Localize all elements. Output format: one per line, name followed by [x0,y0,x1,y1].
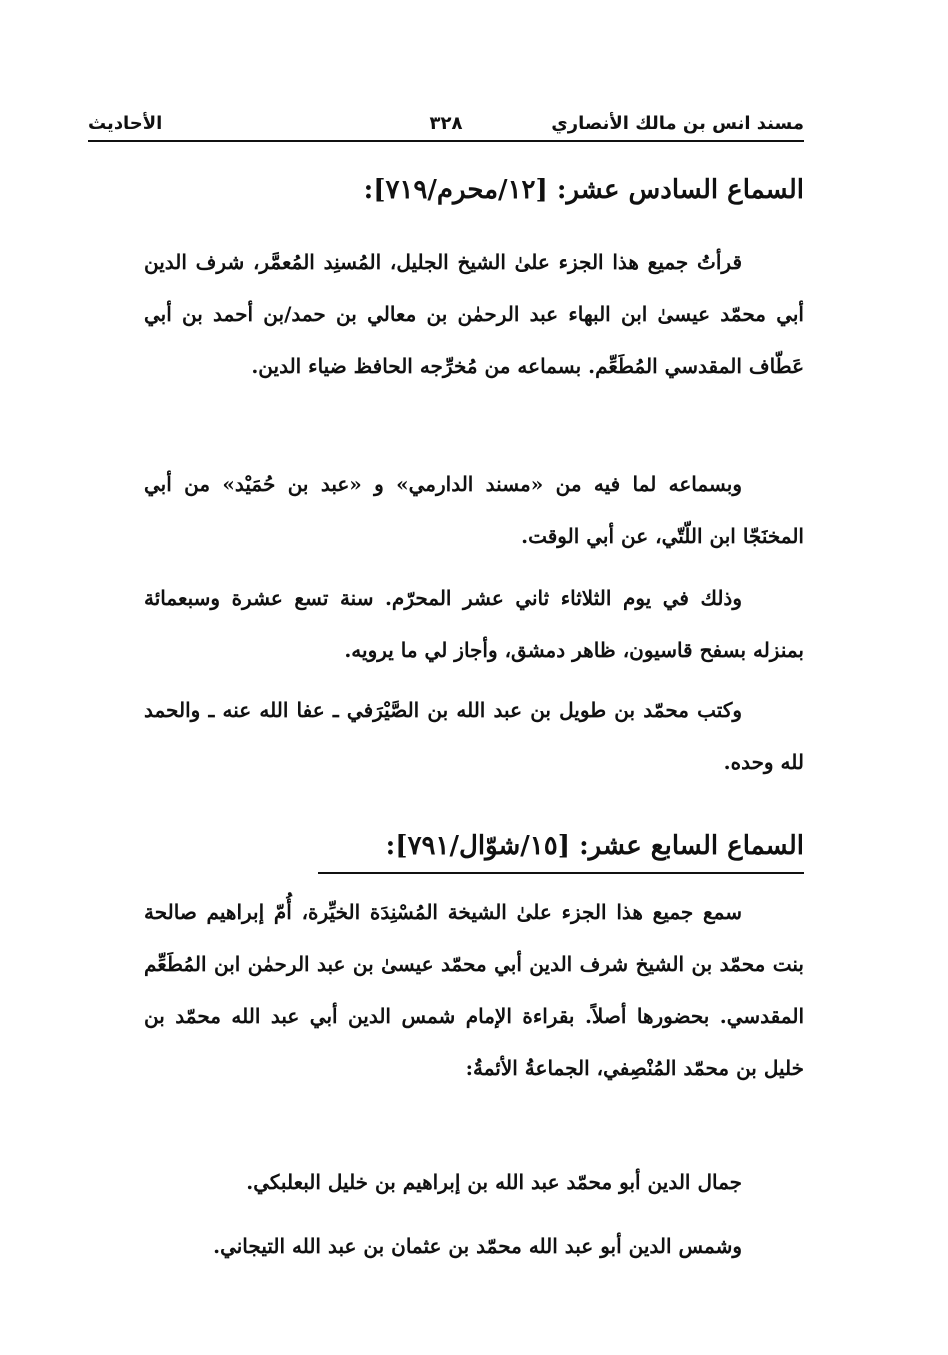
sama-17-paragraph-1: سمع جميع هذا الجزء علىٰ الشيخة المُسْنِدَة الخيِّرة، أُمّ إبراهيم صالحة بنت محمّد بن الشيخ شرف الدين أبي محمّد عيسىٰ بن عبد الرحمٰن ابن المُطَعِّم المقدسي. بحضورها أصلاً. بقراءة الإمام شمس الدين أبي عبد الله محمّد بن خليل بن محمّد المُنْصِفي، الجماعةُ الأئمةُ: [144,900,804,1080]
sama-17-heading-underline [318,872,804,874]
sama-16-paragraph-1: قرأتُ جميع هذا الجزء علىٰ الشيخ الجليل، المُسنِد المُعمَّر، شرف الدين أبي محمّد عيسىٰ ابن البهاء عبد الرحمٰن بن معالي بن حمد/بن أحمد بن أبي عَطّاف المقدسي المُطَعِّم. بسماعه من مُخرِّجه الحافظ ضياء الدين. [144,250,804,378]
header-rule [88,140,804,142]
page-number: ٣٢٨ [429,113,463,134]
sama-16-paragraph-2: وبسماعه لما فيه من «مسند الدارمي» و «عبد بن حُمَيْد» من أبي المخنَجّا ابن اللّتّي، عن أبي الوقت. [144,472,804,548]
section-title: الأحاديث [88,113,163,134]
sama-17-name-1: جمال الدين أبو محمّد عبد الله بن إبراهيم بن خليل البعلبكي. [246,1170,742,1194]
book-title: مسند انس بن مالك الأنصاري [551,113,804,134]
sama-16-paragraph-4: وكتب محمّد بن طويل بن عبد الله بن الصَّيْرَفي ـ عفا الله عنه ـ والحمد لله وحده. [144,698,804,774]
sama-16-paragraph-3: وذلك في يوم الثلاثاء ثاني عشر المحرّم. سنة تسع عشرة وسبعمائة بمنزله بسفح قاسيون، ظاهر دمشق، وأجاز لي ما يرويه. [144,586,804,662]
sama-17-heading: السماع السابع عشر: [١٥/شوّال/٧٩١]: [385,831,804,861]
sama-17-name-2: وشمس الدين أبو عبد الله محمّد بن عثمان بن عبد الله التيجاني. [213,1234,742,1258]
sama-16-heading: السماع السادس عشر: [١٢/محرم/٧١٩]: [363,175,804,205]
